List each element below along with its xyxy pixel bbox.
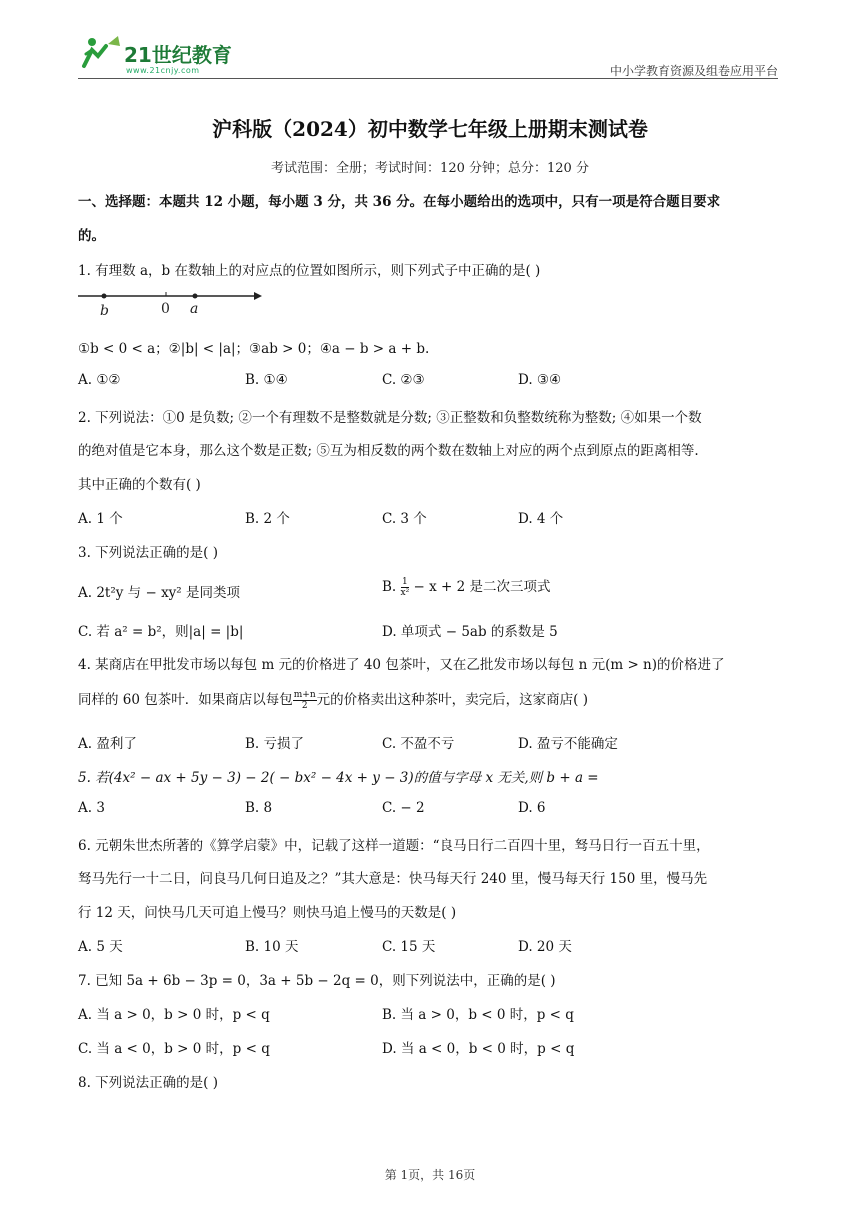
q3-fraction-num: 1 bbox=[401, 577, 408, 587]
q3-option-b[interactable] bbox=[382, 575, 551, 598]
q6-option-c[interactable]: C. 15 天 bbox=[382, 939, 436, 955]
q5-option-c[interactable]: C. − 2 bbox=[382, 800, 425, 816]
q6-option-d[interactable]: D. 20 天 bbox=[518, 939, 572, 955]
q2-option-d[interactable]: D. 4 个 bbox=[518, 511, 564, 527]
q6-stem-line2: 驽马先行一十二日，问良马几何日追及之？”其大意是：快马每天行 240 里，慢马每天行 150 里，慢马先 bbox=[78, 871, 708, 887]
q7-option-d[interactable]: D. 当 a < 0，b < 0 时，p < q bbox=[382, 1041, 575, 1057]
q4-line2-prefix: 同样的 60 包茶叶．如果商店以每包 bbox=[78, 692, 293, 708]
q7-option-a[interactable]: A. 当 a > 0，b > 0 时，p < q bbox=[78, 1007, 270, 1023]
q7-option-b[interactable]: B. 当 a > 0，b < 0 时，p < q bbox=[382, 1007, 574, 1023]
site-name: 中小学教育资源及组卷应用平台 bbox=[609, 64, 778, 78]
numline-label-b: b bbox=[100, 303, 109, 319]
section-heading: 一、选择题：本题共 12 小题，每小题 3 分，共 36 分。在每小题给出的选项中，只有一项是符合题目要求 bbox=[78, 194, 721, 210]
q1-option-b[interactable]: B. ①④ bbox=[245, 372, 288, 388]
q1-option-d[interactable]: D. ③④ bbox=[518, 372, 562, 388]
q3-fraction-den: x² bbox=[400, 588, 410, 598]
q1-option-c[interactable]: C. ②③ bbox=[382, 372, 425, 388]
q3-option-c[interactable]: C. 若 a² = b²，则|a| = |b| bbox=[78, 624, 244, 640]
q3-option-d[interactable]: D. 单项式 − 5ab 的系数是 5 bbox=[382, 624, 558, 640]
q4-option-b[interactable]: B. 亏损了 bbox=[245, 736, 305, 752]
numline-label-0: 0 bbox=[161, 301, 170, 317]
exam-title: 沪科版（2024）初中数学七年级上册期末测试卷 bbox=[212, 117, 648, 141]
q4-option-d[interactable]: D. 盈亏不能确定 bbox=[518, 736, 618, 752]
q1-stem: 1. 有理数 a，b 在数轴上的对应点的位置如图所示，则下列式子中正确的是( ) bbox=[78, 263, 541, 279]
q5-option-a[interactable]: A. 3 bbox=[78, 800, 105, 816]
q4-option-a[interactable]: A. 盈利了 bbox=[78, 736, 137, 752]
q3-option-b-text: − x + 2 是二次三项式 bbox=[409, 579, 551, 595]
q6-stem-line1: 6. 元朝朱世杰所著的《算学启蒙》中，记载了这样一道题：“良马日行二百四十里，驽马日行一百五十里， bbox=[78, 838, 710, 854]
numline-label-a: a bbox=[190, 301, 199, 317]
logo-text: 21世纪教育 bbox=[124, 43, 232, 67]
q7-stem: 7. 已知 5a + 6b − 3p = 0，3a + 5b − 2q = 0，则下列说法中，正确的是( ) bbox=[78, 973, 556, 989]
number-line-figure bbox=[78, 288, 268, 320]
q3-fraction bbox=[401, 577, 410, 598]
q4-fraction-den: 2 bbox=[301, 701, 308, 711]
q5-stem: 5. 若(4x² − ax + 5y − 3) − 2( − bx² − 4x + y − 3)的值与字母 x 无关,则 b + a = bbox=[78, 770, 599, 786]
q6-option-b[interactable]: B. 10 天 bbox=[245, 939, 299, 955]
q2-stem-line1: 2. 下列说法：①0 是负数; ②一个有理数不是整数就是分数; ③正整数和负整数统称为整数; ④如果一个数 bbox=[78, 410, 702, 426]
q2-option-b[interactable]: B. 2 个 bbox=[245, 511, 290, 527]
q1-option-a[interactable]: A. ①② bbox=[78, 372, 121, 388]
q4-fraction bbox=[293, 690, 317, 711]
q3-option-a[interactable]: A. 2t²y 与 − xy² 是同类项 bbox=[78, 585, 241, 601]
q4-line2-suffix: 元的价格卖出这种茶叶，卖完后，这家商店( ) bbox=[316, 692, 588, 708]
logo-url: www.21cnjy.com bbox=[126, 66, 200, 75]
section-heading-cont: 的。 bbox=[78, 228, 105, 244]
q4-stem-line2 bbox=[78, 688, 780, 711]
q2-option-c[interactable]: C. 3 个 bbox=[382, 511, 427, 527]
page-number: 第 1页，共 16页 bbox=[384, 1168, 476, 1182]
q3-option-b-prefix: B. bbox=[382, 579, 401, 595]
q1-statements: ①b < 0 < a；②|b| < |a|；③ab > 0；④a − b > a + b. bbox=[78, 341, 430, 357]
q2-stem-line3: 其中正确的个数有( ) bbox=[78, 477, 201, 493]
page-header bbox=[78, 30, 778, 79]
q2-option-a[interactable]: A. 1 个 bbox=[78, 511, 123, 527]
q4-stem-line1: 4. 某商店在甲批发市场以每包 m 元的价格进了 40 包茶叶，又在乙批发市场以每包 n 元(m > n)的价格进了 bbox=[78, 657, 725, 673]
q4-option-c[interactable]: C. 不盈不亏 bbox=[382, 736, 455, 752]
q6-option-a[interactable]: A. 5 天 bbox=[78, 939, 123, 955]
q5-option-b[interactable]: B. 8 bbox=[245, 800, 273, 816]
q4-fraction-num: m+n bbox=[293, 690, 316, 700]
q6-stem-line3: 行 12 天，问快马几天可追上慢马？则快马追上慢马的天数是( ) bbox=[78, 905, 457, 921]
q2-stem-line2: 的绝对值是它本身，那么这个数是正数; ⑤互为相反数的两个数在数轴上对应的两个点到原点的距离相等. bbox=[78, 443, 699, 459]
q5-option-d[interactable]: D. 6 bbox=[518, 800, 546, 816]
exam-subtitle: 考试范围：全册；考试时间：120 分钟；总分：120 分 bbox=[271, 161, 589, 176]
q7-option-c[interactable]: C. 当 a < 0，b > 0 时，p < q bbox=[78, 1041, 270, 1057]
q8-stem: 8. 下列说法正确的是( ) bbox=[78, 1075, 218, 1091]
q3-stem: 3. 下列说法正确的是( ) bbox=[78, 545, 218, 561]
